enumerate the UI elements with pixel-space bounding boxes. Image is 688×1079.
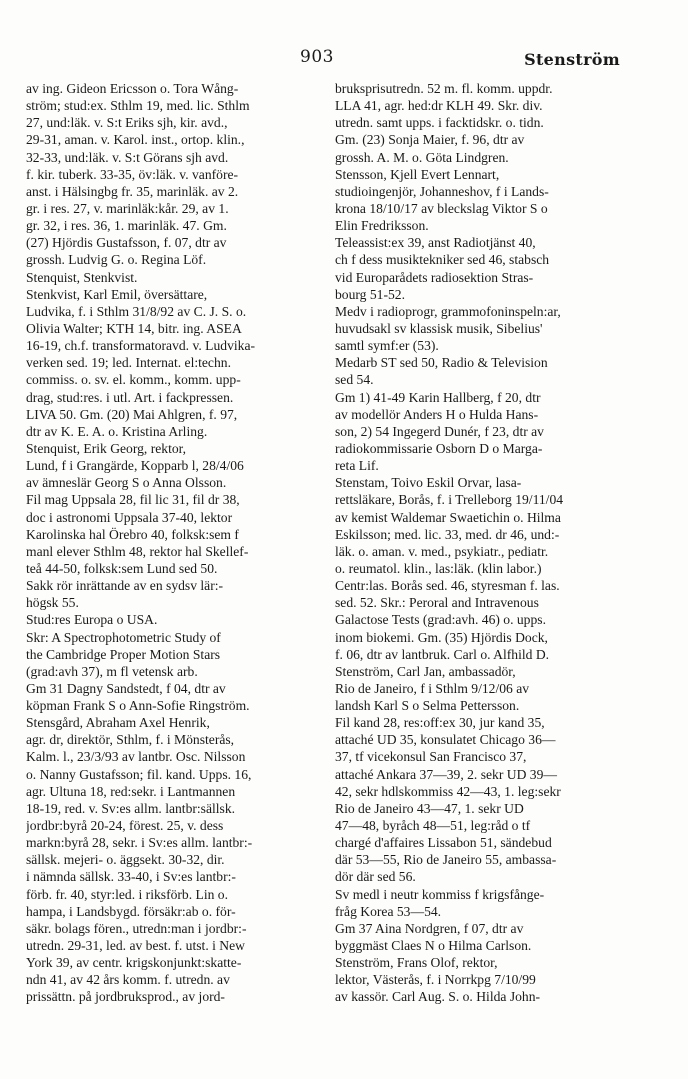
- text-line: av ämneslär Georg S o Anna Olsson.: [26, 475, 227, 491]
- text-line: sällsk. mejeri- o. äggsekt. 30-32, dir.: [26, 852, 225, 868]
- text-line: f. kir. tuberk. 33-35, öv:läk. v. vanföre-: [26, 166, 239, 182]
- text-line: rettsläkare, Borås, f. i Trelleborg 19/11/04: [335, 492, 564, 508]
- text-line: 16-19, ch.f. transformatoravd. v. Ludvika-: [26, 338, 256, 354]
- text-line: York 39, av centr. krigskonjunkt:skatte-: [26, 955, 242, 971]
- text-line: attaché Ankara 37—39, 2. sekr UD 39—: [335, 766, 557, 782]
- page-number: 903: [300, 47, 334, 67]
- text-line: grossh. A. M. o. Göta Lindgren.: [335, 149, 509, 165]
- text-line: Fil kand 28, res:off:ex 30, jur kand 35,: [335, 715, 545, 731]
- text-line: läk. o. aman. v. med., psykiatr., pediatr.: [335, 543, 549, 559]
- text-line: jordbr:byrå 20-24, förest. 25, v. dess: [26, 818, 224, 834]
- text-line: 42, sekr hdlskommiss 42—43, 1. leg:sekr: [335, 783, 561, 799]
- text-line: fråg Korea 53—54.: [335, 903, 442, 919]
- text-line: Stud:res Europa o USA.: [26, 612, 158, 628]
- text-line: krona 18/10/17 av bleckslag Viktor S o: [335, 200, 548, 216]
- text-line: samtl symf:er (53).: [335, 338, 439, 354]
- text-line: Karolinska hal Örebro 40, folksk:sem f: [26, 526, 239, 542]
- text-line: ndn 41, av 42 års komm. f. utredn. av: [26, 972, 230, 988]
- text-line: Rio de Janeiro 43—47, 1. sekr UD: [335, 800, 524, 816]
- text-line: Stenkvist, Karl Emil, översättare,: [26, 286, 208, 302]
- text-line: 27, und:läk. v. S:t Eriks sjh, kir. avd.,: [26, 115, 228, 131]
- text-line: inom biokemi. Gm. (35) Hjördis Dock,: [335, 629, 548, 645]
- text-line: lektor, Västerås, f. i Norrkpg 7/10/99: [335, 972, 536, 988]
- text-line: där 53—55, Rio de Janeiro 55, ambassa-: [335, 852, 557, 868]
- text-line: 47—48, byråch 48—51, leg:råd o tf: [335, 818, 531, 834]
- right-column: [335, 80, 625, 1006]
- text-line: LIVA 50. Gm. (20) Mai Ahlgren, f. 97,: [26, 406, 238, 422]
- text-line: hampa, i Landsbygd. försäkr:ab o. för-: [26, 903, 236, 919]
- text-line: ström; stud:ex. Sthlm 19, med. lic. Sthlm: [26, 98, 250, 114]
- text-line: studioingenjör, Johanneshov, f i Lands-: [335, 183, 549, 199]
- text-line: utredn. 29-31, led. av best. f. utst. i New: [26, 938, 245, 954]
- text-line: teå 44-50, folksk:sem Lund sed 50.: [26, 560, 218, 576]
- text-line: agr. Ultuna 18, red:sekr. i Lantmannen: [26, 783, 236, 799]
- text-line: 29-31, aman. v. Karol. inst., ortop. klin.,: [26, 132, 245, 148]
- text-line: Stenström, Carl Jan, ambassadör,: [335, 663, 516, 679]
- text-line: verken sed. 19; led. Internat. el:techn.: [26, 355, 231, 371]
- text-line: Stenström, Frans Olof, rektor,: [335, 955, 498, 971]
- text-line: Gm. (23) Sonja Maier, f. 96, dtr av: [335, 132, 525, 148]
- text-line: grossh. Ludvig G. o. Regina Löf.: [26, 252, 207, 268]
- text-line: 18-19, red. v. Sv:es allm. lantbr:sällsk.: [26, 800, 236, 816]
- text-line: drag, stud:res. i utl. Art. i fackpressen.: [26, 389, 234, 405]
- running-head: Stenström: [524, 50, 620, 69]
- text-line: Elin Fredriksson.: [335, 218, 429, 234]
- text-line: Skr: A Spectrophotometric Study of: [26, 629, 221, 645]
- text-line: bruksprisutredn. 52 m. fl. komm. uppdr.: [335, 81, 553, 96]
- text-line: gr. i res. 27, v. marinläk:kår. 29, av 1.: [26, 200, 229, 216]
- text-line: Rio de Janeiro, f i Sthlm 9/12/06 av: [335, 680, 530, 696]
- text-line: markn:byrå 28, sekr. i Sv:es allm. lantbr:-: [26, 835, 253, 851]
- text-line: sed 54.: [335, 372, 374, 388]
- text-line: Fil mag Uppsala 28, fil lic 31, fil dr 38,: [26, 492, 240, 508]
- text-line: doc i astronomi Uppsala 37-40, lektor: [26, 509, 233, 525]
- text-line: Gm 37 Aina Nordgren, f 07, dtr av: [335, 920, 524, 936]
- text-line: Stenquist, Erik Georg, rektor,: [26, 440, 187, 456]
- text-line: köpman Frank S o Ann-Sofie Ringström.: [26, 698, 250, 714]
- text-line: the Cambridge Proper Motion Stars: [26, 646, 221, 662]
- text-line: radiokommissarie Osborn D o Marga-: [335, 440, 543, 456]
- text-line: reta Lif.: [335, 458, 379, 474]
- text-line: Centr:las. Borås sed. 46, styresman f. las.: [335, 578, 560, 594]
- text-line: chargé d'affaires Lissabon 51, sändebud: [335, 835, 552, 851]
- text-line: av kassör. Carl Aug. S. o. Hilda John-: [335, 989, 541, 1005]
- text-line: gr. 32, i res. 36, 1. marinläk. 47. Gm.: [26, 218, 227, 234]
- text-line: av ing. Gideon Ericsson o. Tora Wång-: [26, 81, 239, 96]
- text-line: Stenstam, Toivo Eskil Orvar, lasa-: [335, 475, 522, 491]
- text-line: prissättn. på jordbruksprod., av jord-: [26, 989, 225, 1005]
- text-line: Galactose Tests (grad:avh. 46) o. upps.: [335, 612, 546, 628]
- text-line: av modellör Anders H o Hulda Hans-: [335, 406, 539, 422]
- text-line: o. reumatol. klin., las:läk. (klin labor.): [335, 560, 542, 576]
- text-line: Medarb ST sed 50, Radio & Television: [335, 355, 548, 371]
- text-line: agr. dr, direktör, Sthlm, f. i Mönsterås,: [26, 732, 235, 748]
- text-line: landsh Karl S o Selma Pettersson.: [335, 698, 520, 714]
- text-line: anst. i Hälsingbg fr. 35, marinläk. av 2.: [26, 183, 239, 199]
- text-line: Stensgård, Abraham Axel Henrik,: [26, 715, 210, 731]
- text-line: attaché UD 35, konsulatet Chicago 36—: [335, 732, 556, 748]
- text-line: Sakk rör inrättande av en sydsv lär:-: [26, 578, 224, 594]
- text-line: bourg 51-52.: [335, 286, 405, 302]
- text-line: commiss. o. sv. el. komm., komm. upp-: [26, 372, 241, 388]
- text-line: Sv medl i neutr kommiss f krigsfånge-: [335, 886, 545, 902]
- text-line: vid Europarådets radiosektion Stras-: [335, 269, 534, 285]
- text-line: Gm 1) 41-49 Karin Hallberg, f 20, dtr: [335, 389, 541, 405]
- text-line: (grad:avh 37), m fl vetensk arb.: [26, 663, 198, 679]
- text-line: dör där sed 56.: [335, 869, 416, 885]
- text-line: dtr av K. E. A. o. Kristina Arling.: [26, 423, 208, 439]
- text-line: Medv i radioprogr, grammofoninspeln:ar,: [335, 303, 561, 319]
- text-line: son, 2) 54 Ingegerd Dunér, f 23, dtr av: [335, 423, 544, 439]
- text-line: Olivia Walter; KTH 14, bitr. ing. ASEA: [26, 320, 242, 336]
- text-line: LLA 41, agr. hed:dr KLH 49. Skr. div.: [335, 98, 543, 114]
- text-line: 32-33, und:läk. v. S:t Görans sjh avd.: [26, 149, 229, 165]
- text-line: högsk 55.: [26, 595, 79, 611]
- text-line: manl elever Sthlm 48, rektor hal Skellef-: [26, 543, 249, 559]
- text-line: Stensson, Kjell Evert Lennart,: [335, 166, 500, 182]
- text-line: av kemist Waldemar Swaetichin o. Hilma: [335, 509, 561, 525]
- text-line: Kalm. l., 23/3/93 av lantbr. Osc. Nilsson: [26, 749, 246, 765]
- text-line: Stenquist, Stenkvist.: [26, 269, 138, 285]
- text-line: Teleassist:ex 39, anst Radiotjänst 40,: [335, 235, 536, 251]
- text-line: Ludvika, f. i Sthlm 31/8/92 av C. J. S. o.: [26, 303, 247, 319]
- text-line: sed. 52. Skr.: Peroral and Intravenous: [335, 595, 539, 611]
- text-line: byggmäst Claes N o Hilma Carlson.: [335, 938, 532, 954]
- text-line: förb. fr. 40, styr:led. i riksförb. Lin o.: [26, 886, 228, 902]
- text-line: 37, tf vicekonsul San Francisco 37,: [335, 749, 527, 765]
- text-line: f. 06, dtr av lantbruk. Carl o. Alfhild D.: [335, 646, 550, 662]
- text-line: ch f dess musiktekniker sed 46, stabsch: [335, 252, 550, 268]
- text-line: säkr. bolags fören., utredn:man i jordbr:-: [26, 920, 247, 936]
- text-line: Gm 31 Dagny Sandstedt, f 04, dtr av: [26, 680, 226, 696]
- text-line: (27) Hjördis Gustafsson, f. 07, dtr av: [26, 235, 227, 251]
- text-line: Lund, f i Grangärde, Kopparb l, 28/4/06: [26, 458, 244, 474]
- text-line: Eskilsson; med. lic. 33, med. dr 46, und:-: [335, 526, 560, 542]
- left-column: [26, 80, 322, 1006]
- text-line: utredn. samt upps. i facktidskr. o. tidn.: [335, 115, 544, 131]
- text-line: huvudsakl sv klassisk musik, Sibelius': [335, 320, 543, 336]
- text-line: i nämnda sällsk. 33-40, i Sv:es lantbr:-: [26, 869, 236, 885]
- text-line: o. Nanny Gustafsson; fil. kand. Upps. 16,: [26, 766, 252, 782]
